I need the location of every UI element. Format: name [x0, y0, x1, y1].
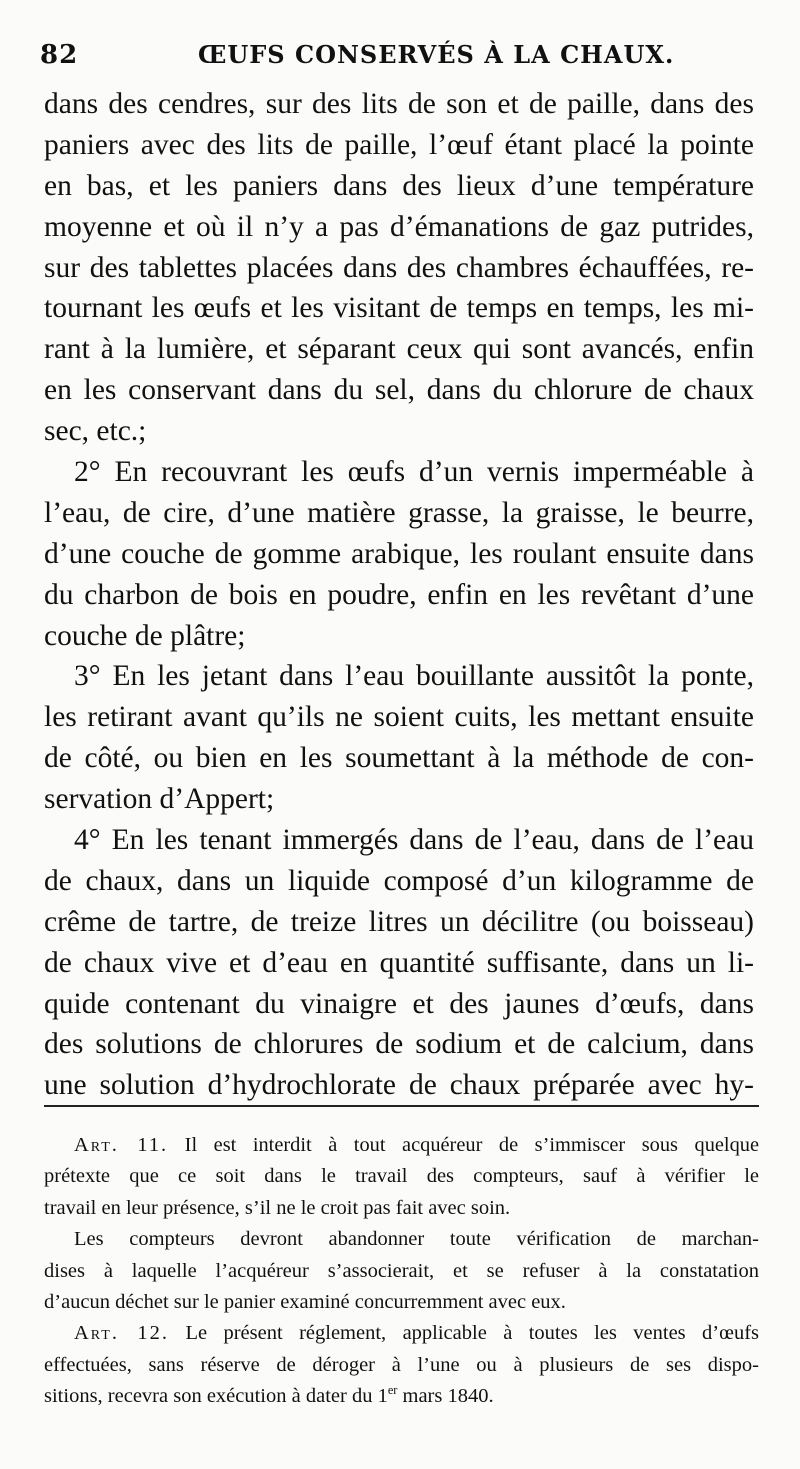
body-line: de chaux vive et d’eau en quantité suffisante, dans un li- — [44, 946, 754, 979]
body-line: sur des tablettes placées dans des chambres échauffées, re- — [44, 251, 754, 284]
footnote-text: Le présent réglement, applicable à toutes les ventes d’œufs — [185, 1322, 759, 1345]
footnotes — [44, 1130, 759, 1413]
body-line: des solutions de chlorures de sodium et de calcium, dans — [44, 1028, 754, 1061]
body-line: crême de tartre, de treize litres un décilitre (ou boisseau) — [44, 905, 754, 938]
body-line: 3° En les jetant dans l’eau bouillante aussitôt la ponte, — [74, 660, 754, 693]
body-line: servation d’Appert; — [44, 783, 275, 816]
body-line: 2° En recouvrant les œufs d’un vernis imperméable à — [74, 456, 754, 489]
body-line: sec, etc.; — [44, 415, 147, 448]
footnote-line — [44, 1318, 759, 1349]
footnote-line: d’aucun déchet sur le panier examiné concurremment avec eux. — [44, 1290, 566, 1313]
page-number: 82 — [40, 40, 79, 70]
superscript: er — [387, 1383, 398, 1398]
body-text — [44, 84, 754, 1106]
footnote-text: Il est interdit à tout acquéreur de s’immiscer sous quelque — [184, 1134, 760, 1156]
body-line: de chaux, dans un liquide composé d’un kilogramme de — [44, 864, 754, 897]
body-line: d’une couche de gomme arabique, les roulant ensuite dans — [44, 537, 754, 570]
footnote-text: mars 1840. — [397, 1385, 494, 1408]
body-line: les retirant avant qu’ils ne soient cuits, les mettant ensuite — [44, 701, 754, 734]
body-line: quide contenant du vinaigre et des jaunes d’œufs, dans — [44, 987, 754, 1020]
footnote-line — [44, 1130, 759, 1161]
footnote-line: prétexte que ce soit dans le travail des compteurs, sauf à vérifier le — [44, 1165, 759, 1188]
body-line: rant à la lumière, et séparant ceux qui sont avancés, enfin — [44, 333, 754, 366]
body-line: en bas, et les paniers dans des lieux d’une température — [44, 169, 754, 202]
body-line: l’eau, de cire, d’une matière grasse, la graisse, le beurre, — [44, 496, 754, 529]
article-label: Art. 12. — [74, 1322, 170, 1345]
body-line: de côté, ou bien en les soumettant à la méthode de con- — [44, 742, 754, 775]
footnote-text: sitions, recevra son exécution à dater du 1 — [44, 1385, 388, 1408]
body-line: moyenne et où il n’y a pas d’émanations de gaz putrides, — [44, 210, 754, 243]
body-line: du charbon de bois en poudre, enfin en les revêtant d’une — [44, 578, 754, 611]
article-label: Art. 11. — [74, 1134, 169, 1156]
footnote-line: Les compteurs devront abandonner toute vérification de marchan- — [74, 1228, 759, 1251]
body-line: une solution d’hydrochlorate de chaux préparée avec hy- — [44, 1069, 754, 1102]
page-header — [40, 36, 760, 76]
body-line: 4° En les tenant immergés dans de l’eau, dans de l’eau — [74, 824, 754, 857]
body-line: couche de plâtre; — [44, 619, 246, 652]
footnote-rule — [44, 1105, 759, 1107]
body-line: paniers avec des lits de paille, l’œuf étant placé la pointe — [44, 128, 754, 161]
body-line: dans des cendres, sur des lits de son et de paille, dans des — [44, 88, 754, 120]
footnote-line: effectuées, sans réserve de déroger à l’une ou à plusieurs de ses dispo- — [44, 1353, 759, 1376]
body-line: tournant les œufs et les visitant de temps en temps, les mi- — [44, 292, 754, 325]
footnote-line: travail en leur présence, s’il ne le croit pas fait avec soin. — [44, 1196, 511, 1219]
body-line: en les conservant dans du sel, dans du chlorure de chaux — [44, 374, 754, 407]
running-head: ŒUFS CONSERVÉS À LA CHAUX. — [198, 40, 675, 69]
footnote-line: dises à laquelle l’acquéreur s’associerait, et se refuser à la constatation — [44, 1259, 759, 1282]
footnote-line — [44, 1381, 759, 1412]
